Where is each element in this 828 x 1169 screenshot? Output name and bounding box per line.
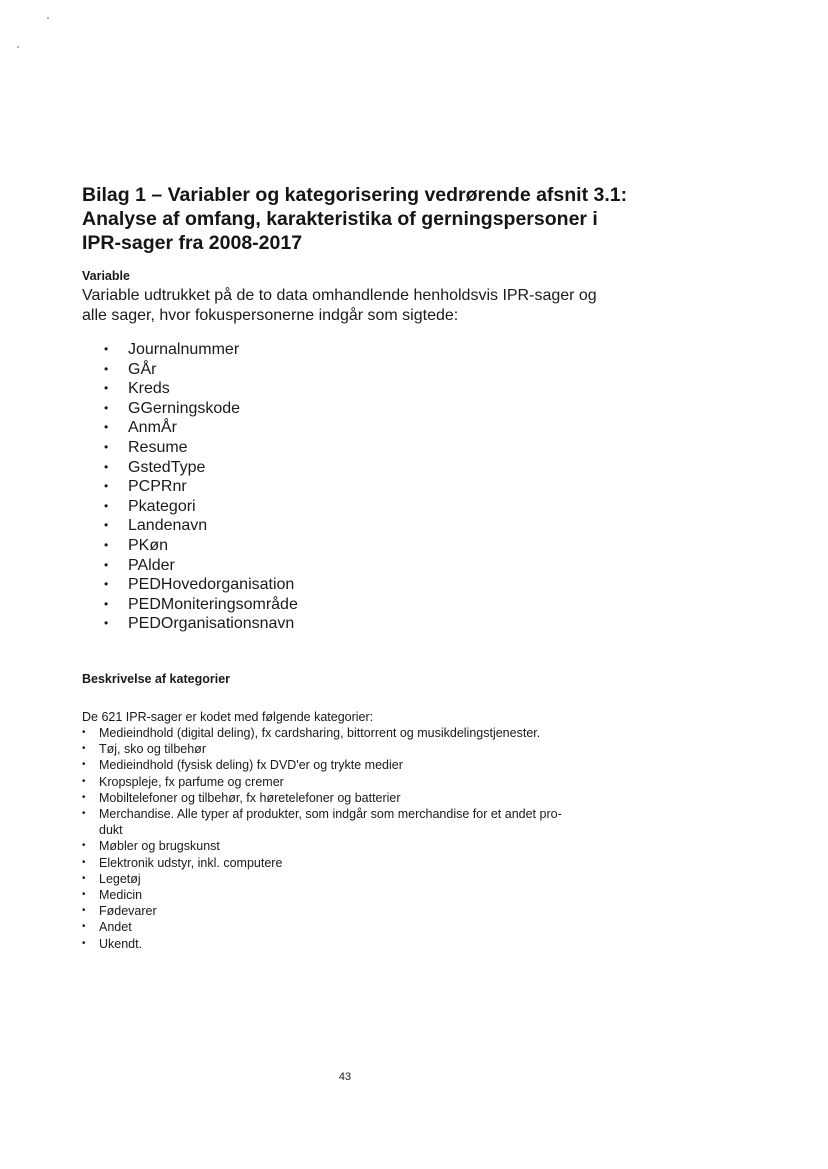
bullet-icon: • [104, 342, 109, 356]
title-line: Bilag 1 – Variabler og kategorisering vedrørende afsnit 3.1: [82, 184, 628, 206]
variable-list-item [82, 379, 298, 399]
variable-heading: Variable [82, 269, 130, 283]
variable-list [82, 340, 298, 634]
variable-name: PCPRnr [128, 478, 187, 496]
bullet-icon: • [82, 937, 86, 949]
variable-name: Resume [128, 438, 188, 456]
bullet-icon: • [104, 439, 109, 454]
category-name: Mobiltelefoner og tilbehør, fx høretelefoner og batterier [99, 790, 401, 805]
variable-name: Pkategori [128, 497, 196, 515]
bullet-icon: • [104, 596, 109, 611]
bullet-icon: • [104, 479, 109, 494]
category-list-item [82, 806, 622, 838]
variable-name: GstedType [128, 458, 206, 476]
category-list-item [82, 919, 622, 935]
variable-name: GÅr [128, 360, 157, 378]
variable-list-item [82, 340, 298, 360]
category-list [82, 725, 622, 952]
category-list-item [82, 903, 622, 919]
category-list-item [82, 741, 622, 757]
category-name: Fødevarer [99, 904, 157, 919]
category-list-item [82, 855, 622, 871]
variable-name: PEDOrganisationsnavn [128, 615, 295, 633]
variable-list-item [82, 497, 298, 517]
scan-speck [17, 46, 19, 48]
bullet-icon: • [82, 791, 86, 803]
variable-intro-line: Variable udtrukket på de to data omhandlende henholdsvis IPR-sager og [82, 287, 597, 304]
variable-name: GGerningskode [128, 399, 241, 417]
category-intro: De 621 IPR-sager er kodet med følgende kategorier: [82, 710, 374, 724]
bullet-icon: • [104, 557, 109, 572]
variable-list-item [82, 614, 298, 634]
title-line: Analyse af omfang, karakteristika of gerningspersoner i [82, 208, 598, 230]
variable-name: PEDMoniteringsområde [128, 595, 298, 613]
bullet-icon: • [82, 889, 86, 901]
category-name: Legetøj [99, 871, 141, 886]
bullet-icon: • [82, 727, 86, 738]
variable-name: AnmÅr [128, 419, 177, 437]
variable-list-item [82, 595, 298, 615]
category-name: Medieindhold (digital deling), fx cardsharing, bittorrent og musikdelingstjenester. [99, 726, 541, 740]
bullet-icon: • [82, 840, 86, 852]
category-list-item [82, 838, 622, 854]
scan-speck [47, 17, 49, 19]
category-list-item [82, 936, 622, 952]
bullet-icon: • [82, 905, 86, 917]
bullet-icon: • [82, 743, 86, 755]
page-title [82, 183, 642, 255]
bullet-icon: • [104, 459, 109, 474]
category-name: Andet [99, 920, 132, 935]
variable-name: PEDHovedorganisation [128, 576, 295, 594]
variable-name: Journalnummer [128, 341, 240, 358]
category-name: Medieindhold (fysisk deling) fx DVD'er og trykte medier [99, 758, 403, 773]
bullet-icon: • [82, 808, 86, 820]
category-list-item [82, 774, 622, 790]
variable-list-item [82, 556, 298, 576]
variable-name: PAlder [128, 556, 175, 574]
variable-name: PKøn [128, 536, 169, 554]
bullet-icon: • [104, 400, 109, 415]
variable-list-item [82, 438, 298, 458]
variable-list-item [82, 458, 298, 478]
category-name: Medicin [99, 888, 143, 903]
variable-list-item [82, 536, 298, 556]
variable-list-item [82, 516, 298, 536]
category-heading: Beskrivelse af kategorier [82, 672, 231, 686]
variable-intro-line: alle sager, hvor fokuspersonerne indgår som sigtede: [82, 307, 459, 324]
bullet-icon: • [104, 420, 109, 435]
bullet-icon: • [104, 381, 109, 396]
category-list-item [82, 871, 622, 887]
category-list-item [82, 757, 622, 773]
variable-list-item [82, 575, 298, 595]
category-name: Kropspleje, fx parfume og cremer [99, 774, 284, 789]
variable-list-item [82, 399, 298, 419]
bullet-icon: • [82, 921, 86, 933]
variable-name: Landenavn [128, 517, 208, 535]
variable-list-item [82, 477, 298, 497]
category-name: Møbler og brugskunst [99, 839, 220, 854]
bullet-icon: • [104, 537, 109, 552]
category-name: Tøj, sko og tilbehør [99, 742, 206, 757]
bullet-icon: • [104, 616, 109, 631]
bullet-icon: • [104, 361, 109, 376]
variable-intro [82, 286, 642, 326]
category-list-item [82, 725, 622, 741]
category-name: Ukendt. [99, 936, 143, 951]
variable-name: Kreds [128, 380, 170, 398]
category-name: Elektronik udstyr, inkl. computere [99, 855, 283, 870]
bullet-icon: • [104, 577, 109, 592]
title-line: IPR-sager fra 2008-2017 [82, 232, 303, 254]
page-number: 43 [338, 1071, 352, 1083]
bullet-icon: • [104, 498, 109, 513]
category-list-item [82, 790, 622, 806]
bullet-icon: • [82, 856, 86, 868]
bullet-icon: • [82, 775, 86, 787]
category-name-continuation: dukt [99, 823, 123, 838]
variable-list-item [82, 418, 298, 438]
bullet-icon: • [82, 759, 86, 771]
bullet-icon: • [82, 872, 86, 884]
bullet-icon: • [104, 518, 109, 533]
category-list-item [82, 887, 622, 903]
category-name: Merchandise. Alle typer af produkter, som indgår som merchandise for et andet pro- [99, 807, 562, 822]
variable-list-item [82, 360, 298, 380]
